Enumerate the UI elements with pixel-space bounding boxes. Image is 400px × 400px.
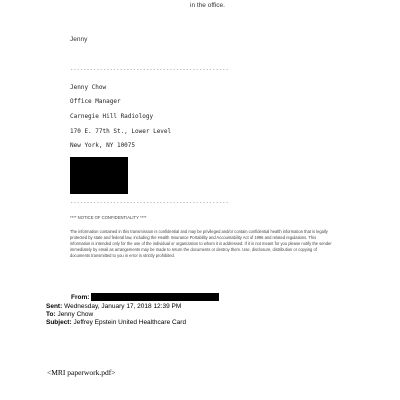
from-label: From: [71,294,90,301]
subject-value: Jeffrey Epstein United Healthcare Card [73,319,187,326]
attachment-link[interactable]: <MRI paperwork.pdf> [47,368,116,377]
confidentiality-body: The information contained in this transmission is confidential and may be privileged and/or contain confidential health information that is legally protected by state and federal law, including the Health Insurance Portability and Accountability Act of 1996 and related regulations. This information is intended only for the use of the individual or organization to whom it is addressed. If it is not meant for you please notify the sender immediately by email as arrangements may be made to return the documents or destroy them. Use, disclosure, distribution or copying of documents transmitted to you in error is strictly prohibited. [70,229,332,258]
header-sent [46,303,181,310]
to-value: Jenny Chow [57,311,94,318]
to-label: To: [46,311,56,318]
sent-label: Sent: [46,303,63,310]
signature-separator-bottom: ------------------------------------------------ [70,200,229,206]
sent-value: Wednesday, January 17, 2018 12:39 PM [64,303,182,310]
signature-address: 170 E. 77th St., Lower Level [70,128,172,135]
signature-title: Office Manager [70,98,121,105]
signature-city: New York, NY 10075 [70,142,136,149]
signature-separator-top: ------------------------------------------------ [70,67,229,73]
signature-name: Jenny Chow [70,84,107,91]
signoff-name: Jenny [70,36,88,43]
body-text-end: in the office. [190,2,225,9]
confidentiality-title: **** NOTICE OF CONFIDENTIALITY **** [70,215,147,220]
subject-label: Subject: [46,319,72,326]
redaction-block [70,157,128,194]
redaction-from-address [91,293,219,301]
signature-company: Carnegie Hill Radiology [70,113,154,120]
body-text-line [70,2,225,9]
header-subject [46,319,186,326]
header-to [46,311,93,318]
header-from [71,294,89,301]
